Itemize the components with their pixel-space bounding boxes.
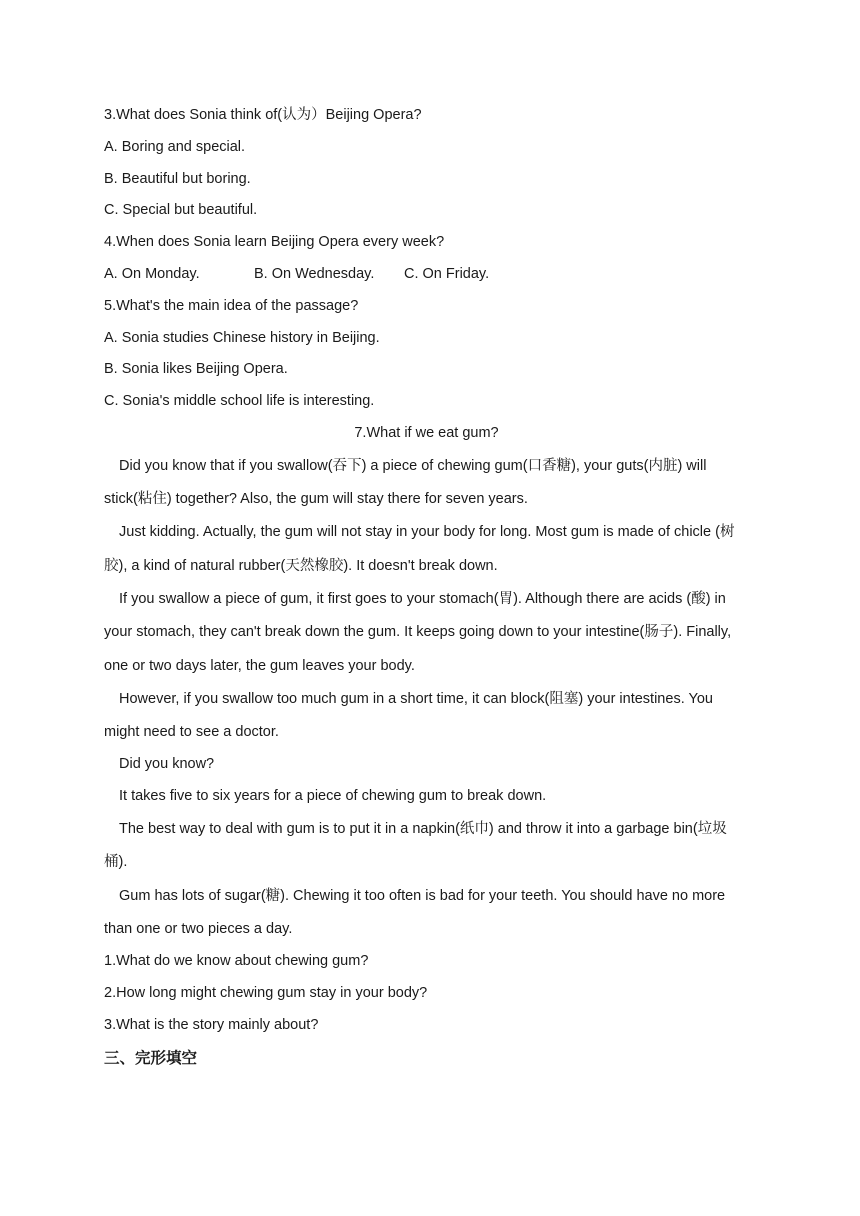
question-4-option-a: A. On Monday. <box>104 265 200 282</box>
question-3: 3.What does Sonia think of(认为）Beijing Opera? <box>104 107 422 123</box>
section-heading: 三、完形填空 <box>104 1049 198 1067</box>
question-5-option-a: A. Sonia studies Chinese history in Beijing. <box>104 329 380 346</box>
document-page <box>104 100 749 1075</box>
question-5-option-b: B. Sonia likes Beijing Opera. <box>104 361 288 378</box>
article-paragraph: It takes five to six years for a piece of chewing gum to break down. <box>119 788 547 805</box>
article-question-1: 1.What do we know about chewing gum? <box>104 953 369 970</box>
article-paragraph: However, if you swallow too much gum in a short time, it can block(阻塞) your intestines. You might need to see a doctor. <box>104 690 713 741</box>
question-4-option-b: B. On Wednesday. <box>254 265 375 282</box>
article-paragraph: Did you know that if you swallow(吞下) a piece of chewing gum(口香糖), your guts(内脏) will stick(粘住) together? Also, the gum will stay there for seven years. <box>104 457 707 508</box>
article-question-3: 3.What is the story mainly about? <box>104 1016 319 1033</box>
article-paragraph: Just kidding. Actually, the gum will not stay in your body for long. Most gum is made of chicle (树胶), a kind of natural rubber(天然橡胶). It doesn't break down. <box>104 524 735 574</box>
question-5: 5.What's the main idea of the passage? <box>104 297 359 314</box>
question-3-option-c: C. Special but beautiful. <box>104 202 258 219</box>
question-5-option-c: C. Sonia's middle school life is interesting. <box>104 393 375 410</box>
question-3-option-a: A. Boring and special. <box>104 138 246 155</box>
question-4-option-c: C. On Friday. <box>404 265 490 282</box>
question-3-option-b: B. Beautiful but boring. <box>104 170 251 187</box>
question-4-options <box>104 259 749 291</box>
article-title: 7.What if we eat gum? <box>354 424 499 441</box>
question-4: 4.When does Sonia learn Beijing Opera every week? <box>104 234 445 251</box>
article-paragraph: The best way to deal with gum is to put it in a napkin(纸巾) and throw it into a garbage bin(垃圾桶). <box>104 821 727 871</box>
article-question-2: 2.How long might chewing gum stay in your body? <box>104 985 428 1002</box>
article-paragraph: Did you know? <box>119 756 215 773</box>
article-paragraph: Gum has lots of sugar(糖). Chewing it too often is bad for your teeth. You should have no more than one or two pieces a day. <box>104 887 726 937</box>
article-paragraph: If you swallow a piece of gum, it first goes to your stomach(胃). Although there are acids (酸) in your stomach, they can't break down the gum. It keeps going down to your intestine(肠子). Finally, one or two days later, the gum leaves your body. <box>104 590 732 674</box>
